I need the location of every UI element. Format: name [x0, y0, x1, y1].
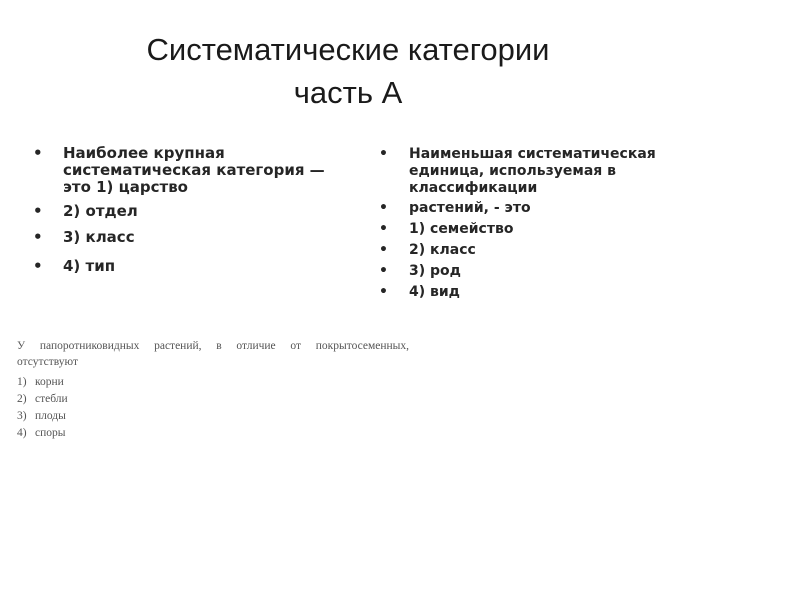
question-stem: Наиболее крупная систематическая категория — это 1) царство [63, 144, 325, 196]
question-stem-continued: растений, - это [409, 200, 531, 216]
bullet-icon: • [379, 221, 388, 237]
scanned-option [17, 374, 409, 391]
bullet-icon: • [33, 228, 43, 246]
option-text: стебли [35, 393, 68, 405]
bullet-icon: • [379, 284, 388, 300]
option-number: 1) [17, 376, 27, 388]
bullet-icon: • [379, 146, 388, 162]
question-stem: Наименьшая систематическая единица, используемая в классификации [409, 146, 656, 196]
left-question-list [33, 145, 333, 284]
answer-option: 4) вид [409, 284, 460, 300]
scanned-question-text: У папоротниковидных растений, в отличие от покрытосеменных, отсутствуют [17, 340, 409, 368]
bullet-icon: • [33, 202, 43, 220]
scanned-option [17, 425, 409, 442]
right-question-list [379, 146, 699, 305]
option-text: корни [35, 376, 64, 388]
option-text: плоды [35, 410, 66, 422]
answer-option: 4) тип [63, 257, 116, 275]
scanned-option [17, 408, 409, 425]
option-number: 3) [17, 410, 27, 422]
bullet-icon: • [379, 242, 388, 258]
answer-option: 3) род [409, 263, 461, 279]
list-item [379, 263, 699, 280]
bullet-icon: • [379, 263, 388, 279]
bullet-icon: • [33, 144, 43, 162]
list-item [33, 229, 333, 246]
answer-option: 2) класс [409, 242, 476, 258]
title-line-2: часть А [293, 75, 403, 110]
list-item [379, 200, 699, 217]
option-text: споры [35, 427, 66, 439]
scanned-question [17, 338, 409, 442]
answer-option: 1) семейство [409, 221, 514, 237]
list-item [379, 242, 699, 259]
answer-option: 2) отдел [63, 202, 138, 220]
answer-option: 3) класс [63, 228, 135, 246]
title-line-1: Систематические категории [146, 32, 550, 67]
list-item [379, 284, 699, 301]
option-number: 2) [17, 393, 27, 405]
list-item [33, 203, 333, 220]
bullet-icon: • [33, 257, 43, 275]
list-item [33, 258, 333, 275]
scanned-option [17, 391, 409, 408]
option-number: 4) [17, 427, 27, 439]
slide-title [0, 28, 696, 114]
list-item [379, 146, 699, 197]
bullet-icon: • [379, 200, 388, 216]
list-item [379, 221, 699, 238]
list-item [33, 145, 333, 196]
